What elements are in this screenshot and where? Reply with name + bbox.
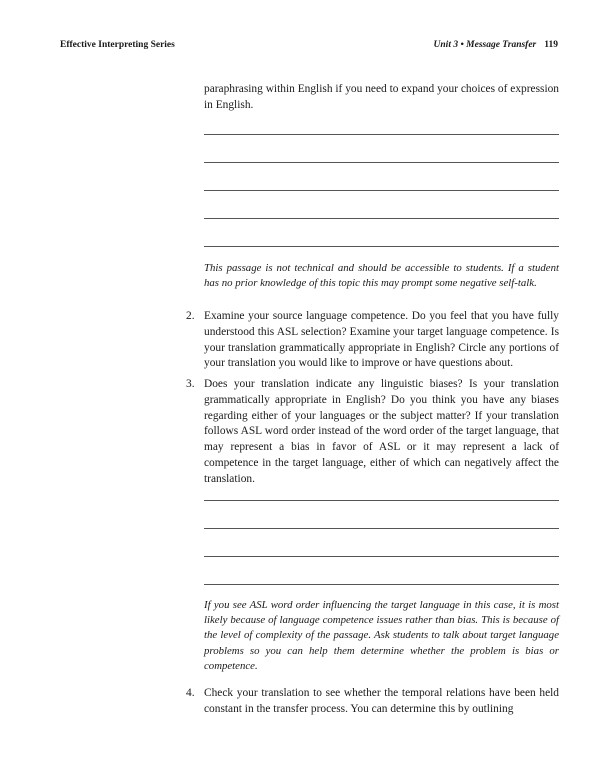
list-item (186, 309, 559, 372)
list-item (186, 377, 559, 488)
header-right (434, 40, 558, 50)
answer-line (204, 218, 559, 219)
instructor-note: This passage is not technical and should be accessible to students. If a student has no prior knowledge of this topic this may prompt some negative self-talk. (204, 262, 559, 290)
instructor-note: If you see ASL word order influencing the target language in this case, it is most likely because of language competence issues rather than bias. This is because of the level of complexity of the passage. Ask students to talk about target language problems so you can help them determine whether the problem is bias or competence. (204, 599, 559, 672)
series-title: Effective Interpreting Series (60, 40, 175, 50)
item-text: Check your translation to see whether the temporal relations have been held constant in the transfer process. You can determine this by outlining (204, 687, 559, 715)
continued-paragraph: paraphrasing within English if you need to expand your choices of expression in English. (204, 83, 559, 111)
answer-line (204, 500, 559, 501)
page-number: 119 (544, 40, 558, 50)
item-number: 4. (186, 687, 195, 699)
item-number: 2. (186, 310, 195, 322)
item-text: Examine your source language competence. Do you feel that you have fully understood this ASL selection? Examine your target language competence. Is your translation grammatically appropriate in English? Circle any portions of your translation you would like to improve or have questions about. (204, 310, 559, 370)
answer-line (204, 134, 559, 135)
answer-line (204, 190, 559, 191)
item-text: Does your translation indicate any linguistic biases? Is your translation grammatically appropriate in English? Do you think you have any biases regarding either of your languages or the subject matter? If your translation follows ASL word order instead of the word order of the target language, that may represent a bias in favor of ASL or it may represent a lack of competence in the target language, either of which can negatively affect the translation. (204, 378, 559, 485)
list-item (186, 686, 559, 718)
item-number: 3. (186, 378, 195, 390)
answer-line (204, 246, 559, 247)
answer-line (204, 528, 559, 529)
answer-line (204, 584, 559, 585)
answer-line (204, 162, 559, 163)
answer-line (204, 556, 559, 557)
unit-title: Unit 3 • Message Transfer (433, 40, 537, 50)
